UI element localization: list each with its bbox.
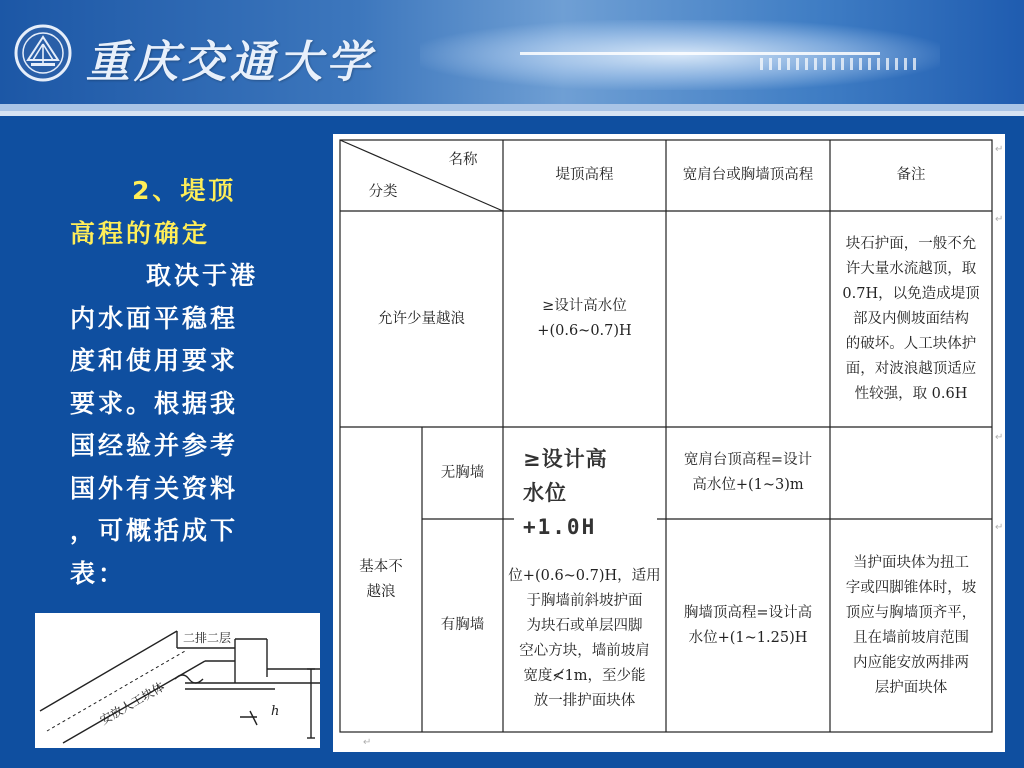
header-shoulder: 宽肩台或胸墙顶高程 bbox=[682, 167, 814, 183]
diagram-label-h: h bbox=[271, 704, 280, 719]
row2-category: 基本不 越浪 bbox=[359, 558, 403, 600]
header-diag-top: 名称 bbox=[448, 151, 478, 168]
header-diag-bottom: 分类 bbox=[368, 183, 398, 200]
return-mark: ↵ bbox=[995, 214, 1004, 225]
school-name: 重庆交通大学 bbox=[86, 37, 374, 88]
banner-bridge-line bbox=[520, 52, 880, 55]
breakwater-section-diagram bbox=[35, 613, 320, 748]
body-line: 内水面平稳程 bbox=[70, 303, 239, 333]
row1-remark: 块石护面，一般不允 许大量水流越顶，取 0.7H，以免造成堤顶 部及内侧坡面结构 的破坏。人工块体护 面，对波浪越顶适应 性较强，取 0.6H bbox=[842, 235, 980, 402]
row2-sub1-label: 无胸墙 bbox=[440, 464, 485, 481]
header-stripe-light bbox=[0, 111, 1024, 116]
header-banner bbox=[0, 0, 1024, 104]
body-line: 度和使用要求 bbox=[70, 346, 239, 375]
diagram-drawing bbox=[35, 613, 320, 748]
overlay-crest-text bbox=[523, 442, 663, 544]
diagram-label-slope: 安放人工块体 bbox=[97, 679, 167, 728]
body-line: ，可概括成下 bbox=[70, 516, 239, 545]
row1-crest: ≥设计高水位 +(0.6~0.7)H bbox=[537, 298, 632, 339]
body-line: 取决于港 bbox=[146, 261, 259, 290]
row2-sub2-shoulder: 胸墙顶高程=设计高 水位+(1~1.25)H bbox=[683, 604, 813, 646]
overlay-line-3: +1.0H bbox=[523, 515, 597, 539]
return-mark: ↵ bbox=[363, 737, 372, 748]
heading-line-1: 2、堤顶 bbox=[132, 176, 237, 205]
row2-sub1-shoulder: 宽肩台顶高程=设计 高水位+(1~3)m bbox=[683, 452, 813, 493]
overlay-line-1: ≥设计高 bbox=[523, 447, 608, 471]
row1-category: 允许少量越浪 bbox=[378, 310, 465, 327]
overlay-line-2: 水位 bbox=[523, 481, 567, 505]
header-crest: 堤顶高程 bbox=[555, 167, 614, 183]
return-mark: ↵ bbox=[995, 144, 1004, 155]
row2-sub2-crest: 位+(0.6~0.7)H，适用 于胸墙前斜坡护面 为块石或单层四脚 空心方块，墙前坡肩 宽度≮1m，至少能 放一排护面块体 bbox=[508, 568, 661, 709]
left-text-block bbox=[70, 170, 270, 595]
row2-sub1-remark bbox=[830, 427, 992, 519]
banner-haze bbox=[420, 20, 940, 90]
return-mark: ↵ bbox=[995, 522, 1004, 533]
university-logo-icon bbox=[14, 24, 72, 82]
header-stripe bbox=[0, 104, 1024, 111]
return-mark: ↵ bbox=[995, 432, 1004, 443]
body-line: 国经验并参考 bbox=[70, 431, 239, 460]
row1-shoulder bbox=[666, 211, 830, 427]
row2-sub2-remark: 当护面块体为扭工 字或四脚锥体时，坡 顶应与胸墙顶齐平， 且在墙前坡肩范围 内应能安放两排两 层护面块体 bbox=[845, 554, 977, 696]
body-line: 国外有关资料 bbox=[70, 473, 239, 503]
diagram-label-top: 二排二层 bbox=[183, 631, 232, 645]
body-line: 要求。根据我 bbox=[70, 388, 239, 418]
crest-elevation-table bbox=[333, 134, 1005, 752]
body-line: 表： bbox=[70, 558, 127, 588]
row2-sub2-label: 有胸墙 bbox=[440, 617, 485, 633]
heading-line-2: 高程的确定 bbox=[70, 218, 211, 248]
banner-bridge-pillars bbox=[760, 58, 920, 70]
header-remark: 备注 bbox=[896, 167, 926, 183]
